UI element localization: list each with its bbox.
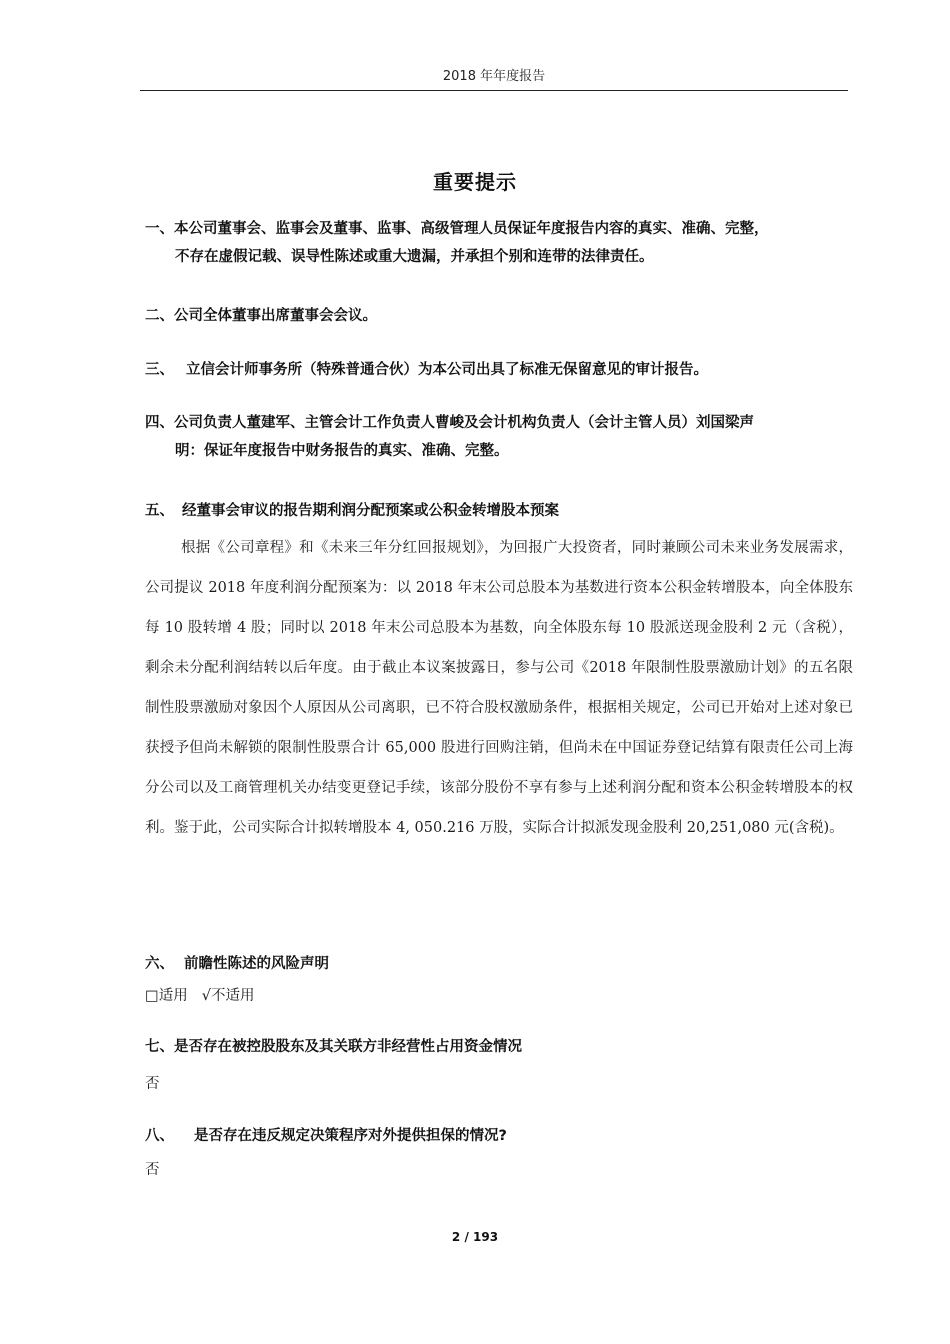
item-text: 前瞻性陈述的风险声明 [184,956,329,972]
item-text-continuation: 明：保证年度报告中财务报告的真实、准确、完整。 [175,443,509,459]
notice-item-5 [145,497,855,525]
notice-item-7 [145,1033,855,1061]
item-text: 是否存在被控股股东及其关联方非经营性占用资金情况 [174,1039,522,1055]
item-number: 一、 [145,221,174,237]
item-number: 四、 [145,415,174,431]
notice-item-4 [145,409,855,465]
item-text: 经董事会审议的报告期利润分配预案或公积金转增股本预案 [182,503,559,519]
notice-item-1 [145,215,855,271]
item-number: 二、 [145,308,174,324]
notice-item-8 [145,1122,855,1150]
item-text: 立信会计师事务所（特殊普通合伙）为本公司出具了标准无保留意见的审计报告。 [186,362,708,378]
section7-answer: 否 [145,1076,160,1092]
item-number: 三、 [145,362,174,378]
page-number: 2 / 193 [451,1230,499,1244]
item-number: 五、 [145,503,174,519]
risk-statement-options [145,984,254,1008]
notice-item-3 [145,356,855,384]
notice-item-2 [145,302,855,330]
item-text-continuation: 不存在虚假记载、误导性陈述或重大遗漏，并承担个别和连带的法律责任。 [175,249,654,265]
page-title: 重要提示 [433,170,517,194]
header-title: 2018 年年度报告 [442,69,546,84]
item-text: 本公司董事会、监事会及董事、监事、高级管理人员保证年度报告内容的真实、准确、完整， [174,221,769,237]
item-number: 八、 [145,1128,174,1144]
section8-answer: 否 [145,1162,160,1178]
profit-distribution-paragraph: 根据《公司章程》和《未来三年分红回报规划》，为回报广大投资者，同时兼顾公司未来业务发展需求，公司提议 2018 年度利润分配预案为：以 2018 年末公司总股本为基数进行资本公积金转增股本，向全体股东每 10 股转增 4 股；同时以 2018 年末公司总股本为基数，向全体股东每 10 股派送现金股利 2 元（含税），剩余未分配利润结转以后年度。由于截止本议案披露日，参与公司《2018 年限制性股票激励计划》的五名限制性股票激励对象因个人原因从公司离职，已不符合股权激励条件，根据相关规定，公司已开始对上述对象已获授予但尚未解锁的限制性股票合计 65,000 股进行回购注销，但尚未在中国证券登记结算有限责任公司上海分公司以及工商管理机关办结变更登记手续，该部分股份不享有参与上述利润分配和资本公积金转增股本的权利。鉴于此，公司实际合计拟转增股本 4, 050.216 万股，实际合计拟派发现金股利 20,251,080 元(含税)。 [145,540,853,836]
item-number: 七、 [145,1039,174,1055]
option-not-applicable: √不适用 [201,988,255,1004]
item-text: 公司负责人董建军、主管会计工作负责人曹峻及会计机构负责人（会计主管人员）刘国梁声 [174,415,754,431]
page-header [140,68,848,91]
notice-item-6 [145,950,855,978]
item-text: 公司全体董事出席董事会会议。 [174,308,377,324]
item-number: 六、 [145,956,174,972]
item-text: 是否存在违反规定决策程序对外提供担保的情况? [194,1128,507,1144]
option-applicable: □适用 [145,988,188,1004]
